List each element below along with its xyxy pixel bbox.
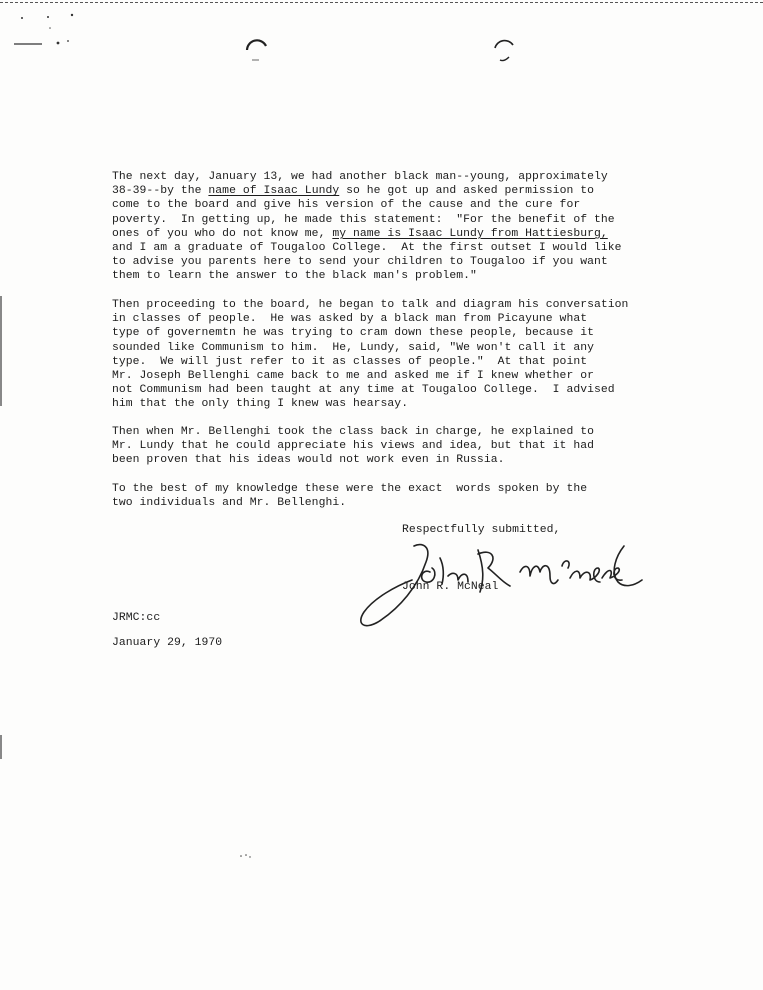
paragraph-1-line: [112, 227, 657, 241]
paragraph-2-line: sounded like Communism to him. He, Lundy, said, "We won't call it any: [112, 341, 594, 354]
paragraph-2-line: him that the only thing I knew was hearsay.: [112, 398, 409, 411]
paragraph-2-line: not Communism had been taught at any time at Tougaloo College. I advised: [112, 384, 615, 397]
paragraph-4-line: To the best of my knowledge these were the exact words spoken by the: [112, 483, 588, 495]
reference-initials: JRMC:cc: [112, 612, 161, 624]
paragraph-1-line: them to learn the answer to the black man's problem.": [112, 270, 477, 283]
paragraph-4: [112, 482, 657, 510]
closing-line: Respectfully submitted,: [402, 524, 561, 536]
underlined-statement: my name is Isaac Lundy from Hattiesburg,: [332, 227, 608, 240]
paragraph-2-line: type. We will just refer to it as classes of people." At that point: [112, 355, 588, 368]
paragraph-3-line: been proven that his ideas would not work even in Russia.: [112, 454, 505, 467]
binder-hole-left: [244, 36, 270, 62]
paragraph-2: [112, 298, 657, 412]
paragraph-2-line: Mr. Joseph Bellenghi came back to me and asked me if I knew whether or: [112, 370, 594, 383]
text-run: ones of you who do not know me,: [112, 227, 333, 240]
typed-signer-name: John R. McNeal: [402, 581, 499, 593]
underlined-name: name of Isaac Lundy: [208, 185, 340, 198]
paragraph-2-line: Then proceeding to the board, he began to talk and diagram his conversation: [112, 299, 629, 311]
paragraph-1-line: and I am a graduate of Tougaloo College. At the first outset I would like: [112, 242, 622, 255]
scan-specks: [0, 0, 120, 60]
paragraph-1-line: to advise you parents here to send your children to Tougaloo if you want: [112, 256, 608, 269]
scan-edge-mark: [0, 735, 2, 759]
paragraph-1: [112, 170, 657, 284]
text-run: so he got up and asked permission to: [339, 185, 594, 198]
paragraph-4-line: two individuals and Mr. Bellenghi.: [112, 497, 347, 510]
paragraph-1-line: come to the board and give his version of the cause and the cure for: [112, 199, 581, 212]
handwritten-signature: [352, 528, 652, 633]
text-run: 38-39--by the: [112, 185, 209, 198]
letter-date: January 29, 1970: [112, 637, 223, 649]
binder-hole-right: [492, 36, 518, 62]
scan-specks: [238, 852, 254, 860]
paragraph-1-line: The next day, January 13, we had another black man--young, approximately: [112, 171, 608, 183]
paragraph-3: [112, 425, 657, 468]
paragraph-1-line: [112, 184, 657, 198]
paragraph-1-line: poverty. In getting up, he made this statement: "For the benefit of the: [112, 213, 615, 226]
paragraph-3-line: Then when Mr. Bellenghi took the class back in charge, he explained to: [112, 426, 594, 438]
scan-edge-mark: [0, 296, 2, 406]
paragraph-2-line: type of governemtn he was trying to cram down these people, because it: [112, 327, 594, 340]
paragraph-2-line: in classes of people. He was asked by a black man from Picayune what: [112, 313, 588, 326]
paragraph-3-line: Mr. Lundy that he could appreciate his views and idea, but that it had: [112, 440, 594, 453]
